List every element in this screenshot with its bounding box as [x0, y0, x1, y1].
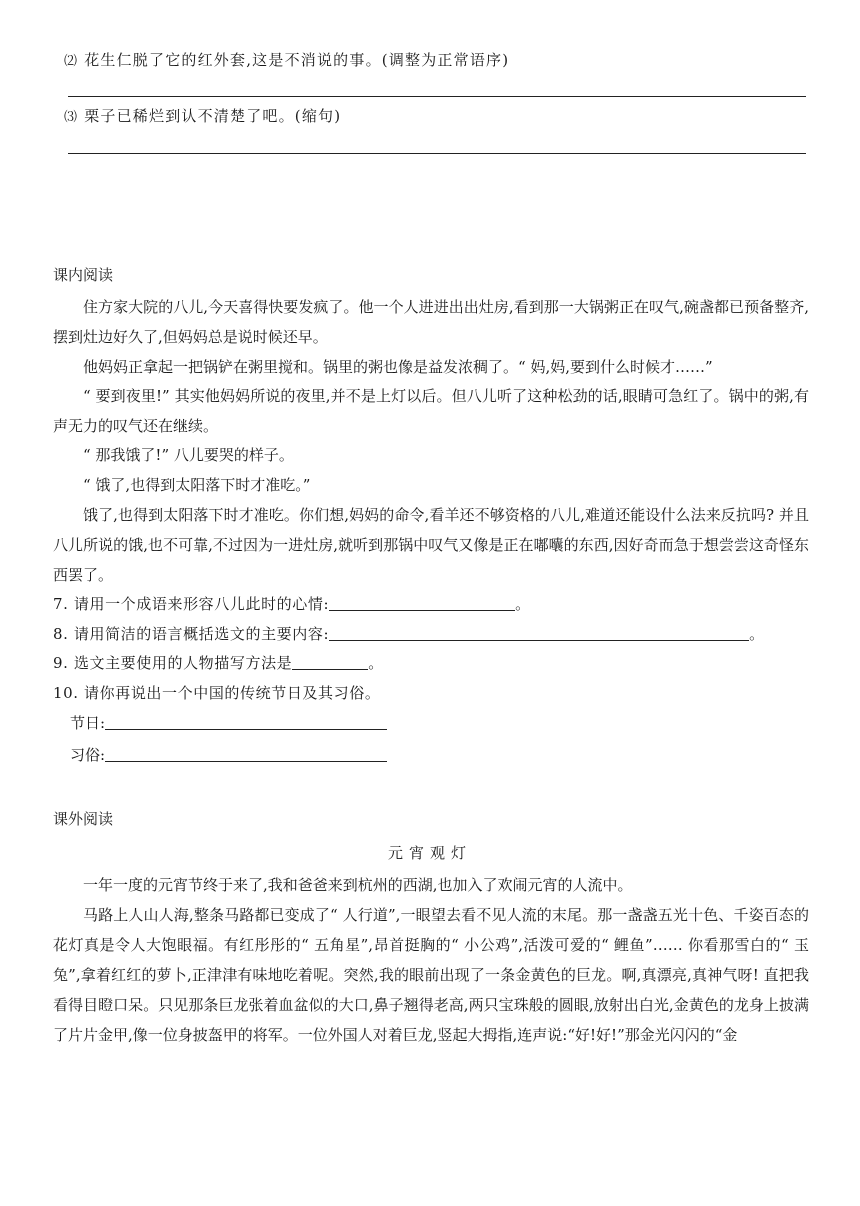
paragraph: 他妈妈正拿起一把锅铲在粥里搅和。锅里的粥也像是益发浓稠了。“ 妈,妈,要到什么时候才……”: [83, 358, 713, 376]
paragraph: “ 要到夜里!” 其实他妈妈所说的夜里,并不是上灯以后。但八儿听了这种松劲的话,眼睛可急红了。锅中的粥,有声无力的叹气还在继续。: [53, 387, 809, 435]
question-10: [53, 682, 380, 704]
answer-blank[interactable]: [329, 594, 515, 611]
answer-line[interactable]: [68, 153, 806, 154]
field-label: 节日:: [70, 714, 106, 732]
question-text: 8. 请用简洁的语言概括选文的主要内容:: [53, 625, 330, 643]
answer-blank[interactable]: [292, 653, 368, 670]
section-heading: 课内阅读: [53, 266, 114, 284]
custom-blank[interactable]: [105, 745, 387, 762]
item-text: 栗子已稀烂到认不清楚了吧。(缩句): [84, 107, 342, 125]
question-text: 10. 请你再说出一个中国的传统节日及其习俗。: [53, 684, 381, 702]
question-8: 8. 请用简洁的语言概括选文的主要内容: 。: [53, 625, 765, 643]
rewrite-item-2: [64, 49, 509, 73]
item-number: ⑶: [64, 110, 79, 125]
paragraph: 饿了,也得到太阳落下时才准吃。你们想,妈妈的命令,看羊还不够资格的八儿,难道还能设什么法来反抗吗? 并且八儿所说的饿,也不可靠,不过因为一进灶房,就听到那锅中叹气又像是正在嘟囔的东西,因好奇而急于想尝尝这奇怪东西罢了。: [53, 506, 809, 584]
question-7: 7. 请用一个成语来形容八儿此时的心情: 。: [53, 595, 531, 613]
question-text: 9. 选文主要使用的人物描写方法是: [53, 654, 293, 672]
paragraph: “ 饿了,也得到太阳落下时才准吃。”: [83, 476, 311, 494]
question-text: 7. 请用一个成语来形容八儿此时的心情:: [53, 595, 330, 613]
article-title: 元宵观灯: [387, 844, 472, 862]
festival-field: [70, 712, 387, 734]
item-text: 花生仁脱了它的红外套,这是不消说的事。(调整为正常语序): [84, 51, 510, 69]
paragraph: 马路上人山人海,整条马路都已变成了“ 人行道”,一眼望去看不见人流的末尾。那一盏盏五光十色、千姿百态的花灯真是令人大饱眼福。有红彤彤的“ 五角星”,昂首挺胸的“ 小公鸡”,活泼可爱的“ 鲤鱼”…… 你看那雪白的“ 玉兔”,拿着红红的萝卜,正津津有味地吃着呢。突然,我的眼前出现了一条金黄色的巨龙。啊,真漂亮,真神气呀! 直把我看得目瞪口呆。只见那条巨龙张着血盆似的大口,鼻子翘得老高,两只宝珠般的圆眼,放射出白光,金黄色的龙身上披满了片片金甲,像一位身披盔甲的将军。一位外国人对着巨龙,竖起大拇指,连声说:“好!好!”那金光闪闪的“金: [53, 906, 809, 1044]
festival-blank[interactable]: [105, 713, 387, 730]
paragraph: “ 那我饿了!” 八儿要哭的样子。: [83, 446, 294, 464]
custom-field: [70, 744, 387, 766]
question-9: 9. 选文主要使用的人物描写方法是 。: [53, 654, 384, 672]
answer-blank[interactable]: [329, 624, 749, 641]
item-number: ⑵: [64, 54, 79, 69]
paragraph: 住方家大院的八儿,今天喜得快要发疯了。他一个人进进出出灶房,看到那一大锅粥正在叹气,碗盏都已预备整齐,摆到灶边好久了,但妈妈总是说时候还早。: [53, 298, 809, 346]
rewrite-item-3: [64, 105, 341, 129]
field-label: 习俗:: [70, 746, 106, 764]
section-heading: 课外阅读: [53, 810, 114, 828]
answer-line[interactable]: [68, 96, 806, 97]
paragraph: 一年一度的元宵节终于来了,我和爸爸来到杭州的西湖,也加入了欢闹元宵的人流中。: [83, 876, 633, 894]
